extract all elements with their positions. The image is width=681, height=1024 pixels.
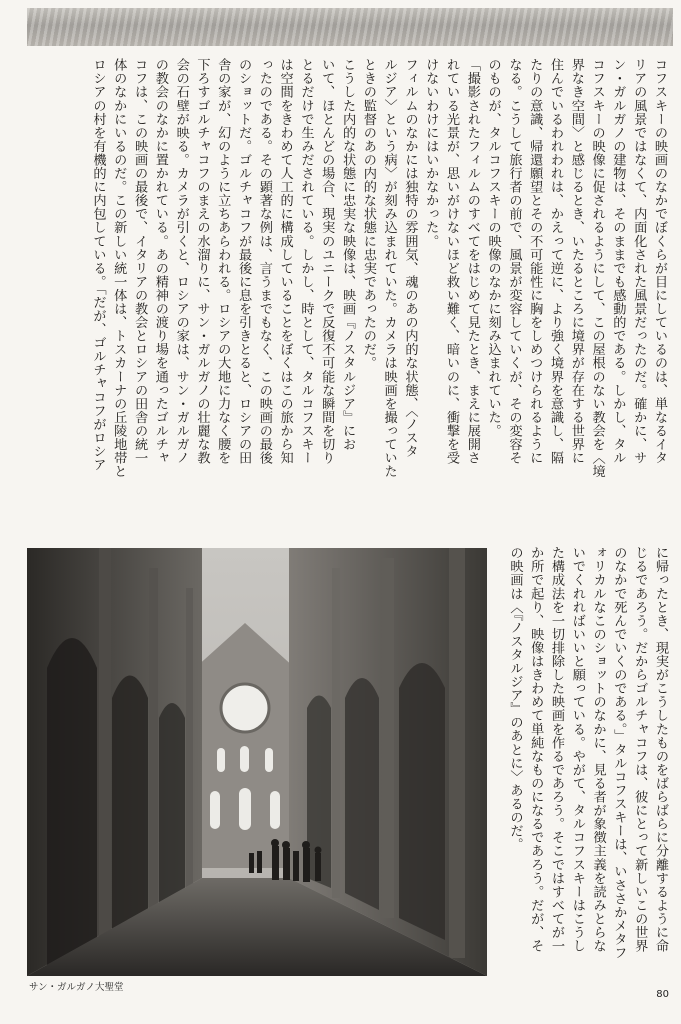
text-column: のショットだ。ゴルチャコフが最後に息を引きとると、ロシアの田	[236, 58, 252, 465]
cathedral-photo	[27, 548, 487, 976]
text-column: た構成法を一切排除した映画を作るであろう。そこではすべてが一	[549, 546, 565, 953]
text-column: 界なき空間〉と感じるとき、いたるところに境界が存在する世界に	[568, 58, 584, 465]
photo-caption: サン・ガルガノ大聖堂	[29, 982, 124, 993]
text-column: の教会のなかに置かれている。あの精神の渡り場を通ったゴルチャ	[152, 58, 168, 465]
text-column: か所で起り、映像はきわめて単純なものになるであろう。だが、そ	[528, 546, 544, 953]
text-column: いて、ほとんどの場合、現実のユニークで反復不可能な瞬間を切り	[319, 58, 335, 465]
text-column: 会の石壁が映る。カメラが引くと、ロシアの家は、サン・ガルガノ	[173, 58, 189, 465]
lower-body-text	[494, 546, 670, 974]
text-column: は空間をきわめて人工的に構成していることをぼくはこの旅から知	[277, 58, 293, 465]
text-column: 体のなかにいるのだ。この新しい統一体は、トスカーナの丘陵地帯と	[111, 58, 127, 479]
page-number: 80	[656, 989, 669, 1000]
header-texture-band	[27, 8, 673, 46]
text-column: に帰ったとき、現実がこうしたものをばらばらに分離するように命	[653, 546, 668, 953]
text-column: ルジア〉という病〉が刻み込まれていた。カメラは映画を撮っていた	[381, 58, 397, 479]
text-column: なる。こうして旅行者の前で、風景が変容していくが、その変容そ	[506, 58, 522, 465]
text-column: のなかで死んでいくのである。」タルコフスキーは、いささかメタフ	[611, 546, 627, 960]
text-column: フィルムのなかには独特の雰囲気、魂のあの内的な状態、〈ノスタ	[402, 58, 418, 458]
text-column: れている光景が、思いがけないほど救い難く、暗いのに、衝撃を受	[444, 58, 460, 465]
cathedral-photo-image	[27, 548, 487, 976]
text-column: コフスキーの映像に促されるようにして、この屋根のない教会を〈境	[589, 58, 605, 479]
text-column: ときの監督のあの内的な状態に忠実であったのだ。	[360, 58, 376, 370]
text-column: ったのである。その顕著な例は、言うまでもなく、この映画の最後	[256, 58, 272, 465]
text-column: いでくれればいいと願っている。やがて、タルコフスキーはこうし	[569, 546, 585, 953]
text-column: コフは、この映画の最後で、イタリアの教会とロシアの田舎の統一	[132, 58, 148, 465]
text-column: コフスキーの映画のなかでぼくらが目にしているのは、単なるイタ	[652, 58, 667, 465]
upper-body-text	[27, 58, 669, 510]
text-column: のものが、タルコフスキーの映像のなかに刻み込まれていた。	[485, 58, 501, 438]
text-column: リアの風景ではなくて、内面化された風景だったのだ。確かに、サ	[631, 58, 647, 465]
text-column: の映画は〈『ノスタルジア』のあとに〉あるのだ。	[507, 546, 523, 852]
text-column: 舎の家が、幻のように立ちあらわれる。ロシアの大地に力なく腰を	[215, 58, 231, 465]
text-column: じるであろう。だからゴルチャコフは、彼にとって新しいこの世界	[632, 546, 648, 953]
text-column: ロシアの村を有機的に内包している。「だが、ゴルチャコフがロシア	[90, 58, 106, 472]
text-column: こうした内的な状態に忠実な映像は、映画『ノスタルジア』にお	[340, 58, 356, 451]
text-column: 下ろすゴルチャコフのまえの水溜りに、サン・ガルガノの壮麗な教	[194, 58, 210, 465]
text-column: ン・ガルガノの建物は、そのままでも感動的である。しかし、タル	[610, 58, 626, 465]
text-column: ォリカルなこのショットのなかに、見る者が象徴主義を読みとらな	[590, 546, 606, 953]
text-column: 「撮影されたフィルムのすべてをはじめて見たとき、まえに展開さ	[464, 58, 480, 465]
text-column: けないわけにはいかなかった。	[423, 58, 439, 248]
text-column: 住んでいるわれわれは、かえって逆に、より強く境界を意識し、隔	[548, 58, 564, 465]
text-column: たりの意識、帰還願望とその不可能性に胸をしめつけられるように	[527, 58, 543, 465]
text-column: とるだけで生みだされている。しかし、時として、タルコフスキー	[298, 58, 314, 465]
